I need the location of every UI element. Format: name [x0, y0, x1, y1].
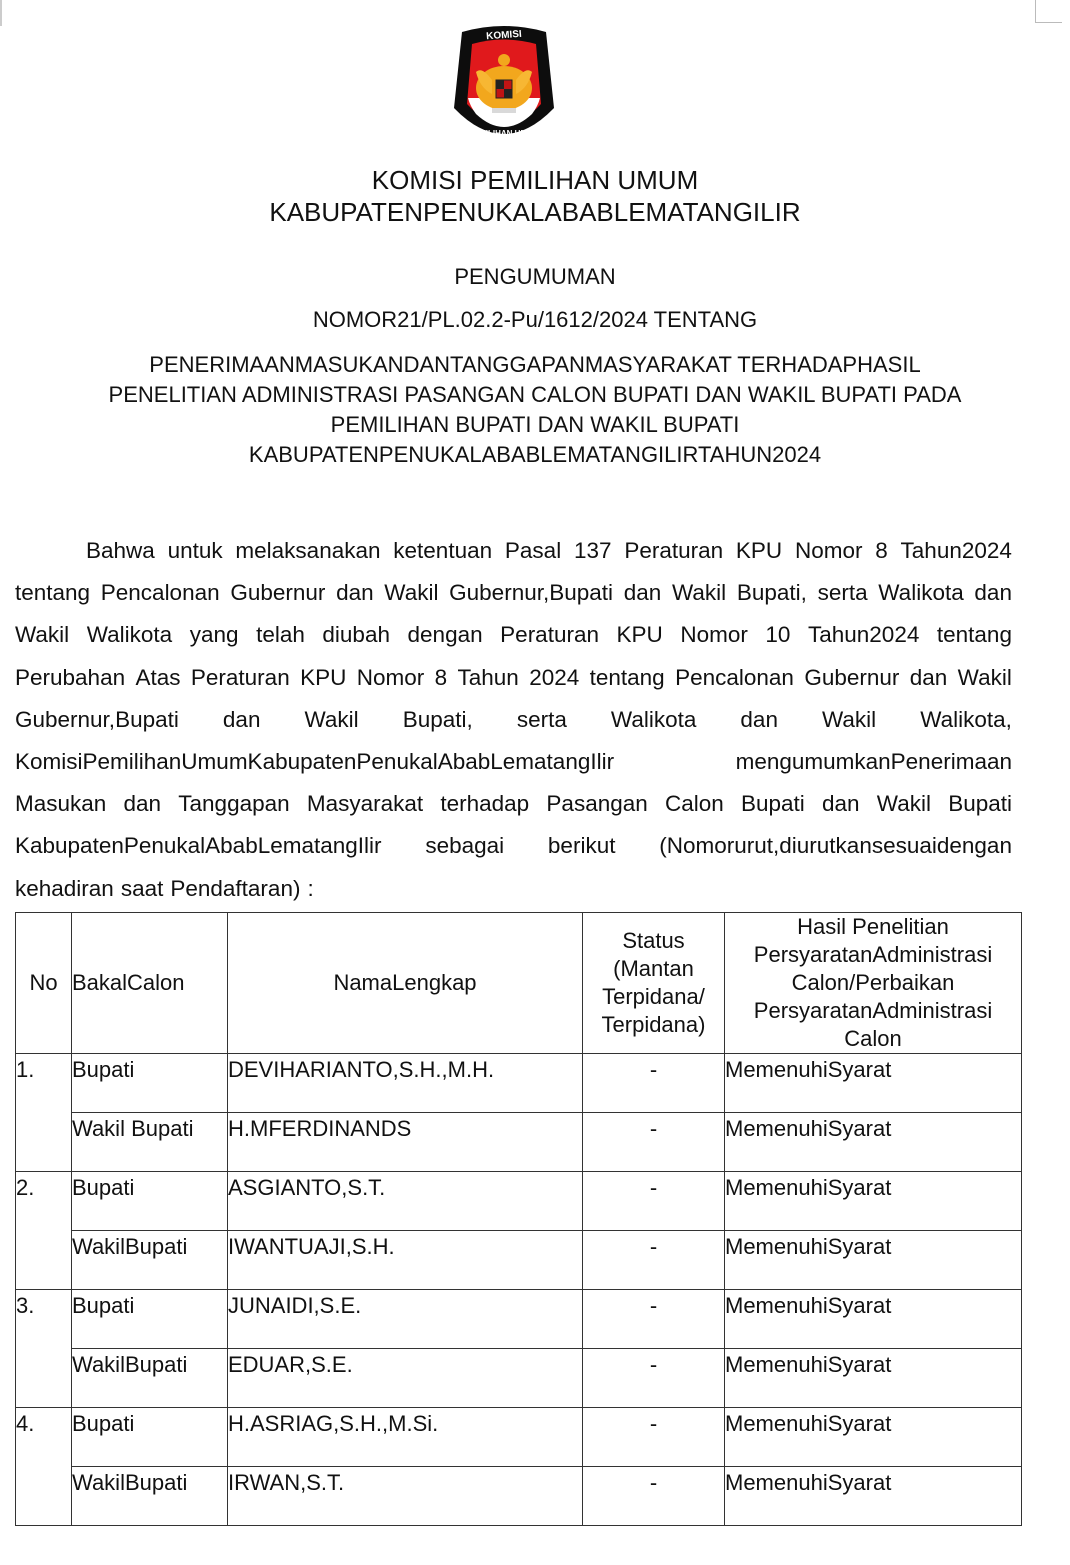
- cell-name: IRWAN,S.T.: [228, 1467, 583, 1526]
- announcement-number: NOMOR21/PL.02.2-Pu/1612/2024 TENTANG: [312, 307, 758, 332]
- body-word: tentang: [15, 580, 91, 606]
- announcement-title: [0, 350, 1070, 470]
- body-line: [15, 783, 1012, 825]
- cell-no: 2.: [16, 1172, 72, 1290]
- body-word: Wakil: [822, 706, 877, 732]
- body-word: Atas: [135, 664, 181, 690]
- kpu-emblem-icon: [448, 22, 560, 148]
- body-word: tentang: [589, 664, 665, 690]
- body-word: terhadap: [440, 791, 530, 817]
- table-row: [16, 1467, 1022, 1526]
- body-word: Walikota,: [920, 706, 1012, 732]
- body-word: Bahwa: [86, 538, 155, 563]
- body-word: Wakil: [957, 664, 1012, 690]
- cell-status: -: [583, 1172, 725, 1231]
- header-role: BakalCalon: [72, 913, 228, 1054]
- announcement-title-line: PENERIMAANMASUKANDANTANGGAPANMASYARAKAT TERHADAPHASIL: [149, 352, 921, 377]
- table-row: [16, 1113, 1022, 1172]
- cell-name: IWANTUAJI,S.H.: [228, 1231, 583, 1290]
- header-status-line: Status: [622, 928, 685, 953]
- body-word: 10: [765, 622, 791, 648]
- body-word: Tahun: [457, 664, 519, 690]
- table-row: [16, 1408, 1022, 1467]
- body-word: Peraturan: [500, 622, 599, 648]
- logo-text-bottom: PEMILIHAN UMUM: [468, 129, 540, 138]
- body-word: Wakil: [384, 580, 439, 606]
- body-word: kehadiran: [15, 875, 114, 901]
- header-name: NamaLengkap: [228, 913, 583, 1054]
- body-word: diubah: [322, 622, 390, 648]
- body-word: Wakil: [876, 791, 931, 817]
- body-line: [15, 572, 1012, 614]
- org-name-line2: KABUPATENPENUKALABABLEMATANGILIR: [269, 197, 801, 227]
- header-result-line: Calon/Perbaikan: [791, 970, 955, 995]
- body-word: Walikota: [878, 580, 964, 606]
- cell-name: H.MFERDINANDS: [228, 1113, 583, 1172]
- table-row: [16, 1349, 1022, 1408]
- body-word: serta: [817, 580, 868, 606]
- body-word: Bupati: [948, 791, 1012, 817]
- body-line: [15, 868, 1012, 910]
- body-word: Wakil: [304, 706, 359, 732]
- announcement-title-line: PENELITIAN ADMINISTRASI PASANGAN CALON BUPATI DAN WAKIL BUPATI PADA: [108, 382, 962, 407]
- cell-status: -: [583, 1113, 725, 1172]
- header-result-line: PersyaratanAdministrasi: [753, 942, 993, 967]
- body-word: Pencalonan: [100, 580, 220, 606]
- body-word: KPU: [300, 664, 347, 690]
- body-word: Nomor: [356, 664, 425, 690]
- body-word: Peraturan: [624, 538, 724, 563]
- body-word: Nomor: [794, 538, 863, 563]
- cell-role: Wakil Bupati: [72, 1113, 228, 1172]
- header-result-line: Calon: [844, 1026, 902, 1051]
- body-word: Bupati,: [736, 580, 807, 606]
- body-word: tentang: [936, 622, 1012, 648]
- cell-role: WakilBupati: [72, 1467, 228, 1526]
- body-word: Pencalonan: [675, 664, 794, 690]
- cell-result: MemenuhiSyarat: [725, 1408, 1022, 1467]
- body-word: (Nomorurut,diurutkansesuaidengan: [659, 833, 1012, 859]
- body-word: serta: [516, 706, 567, 732]
- cell-no: 1.: [16, 1054, 72, 1172]
- body-word: sebagai: [425, 833, 505, 859]
- table-row: [16, 1231, 1022, 1290]
- cell-name: JUNAIDI,S.E.: [228, 1290, 583, 1349]
- body-word: dan: [336, 580, 374, 606]
- body-word: Nomor: [680, 622, 748, 648]
- cell-role: Bupati: [72, 1054, 228, 1113]
- body-word: Walikota: [86, 622, 173, 648]
- body-word: Perubahan: [15, 664, 126, 690]
- logo-text-top: KOMISI: [485, 28, 523, 43]
- body-word: ketentuan: [393, 538, 493, 563]
- org-name-line1: KOMISI PEMILIHAN UMUM: [371, 165, 699, 195]
- body-word: melaksanakan: [235, 538, 381, 563]
- body-word: berikut: [547, 833, 616, 859]
- cell-status: -: [583, 1231, 725, 1290]
- body-word: Bupati: [741, 791, 805, 817]
- cell-result: MemenuhiSyarat: [725, 1290, 1022, 1349]
- body-word: KomisiPemilihanUmumKabupatenPenukalAbabLematangIlir: [15, 748, 615, 774]
- body-word: 8: [434, 664, 448, 690]
- body-line: [15, 825, 1012, 867]
- body-word: Masukan: [15, 791, 107, 817]
- cell-name: ASGIANTO,S.T.: [228, 1172, 583, 1231]
- table-header-row: [16, 913, 1022, 1054]
- body-word: Wakil: [671, 580, 727, 606]
- header-status: [583, 913, 725, 1054]
- body-word: KabupatenPenukalAbabLematangIlir: [15, 833, 382, 859]
- body-word: Wakil: [15, 622, 70, 648]
- table-row: [16, 1290, 1022, 1349]
- body-word: dan: [974, 580, 1012, 606]
- cell-role: Bupati: [72, 1408, 228, 1467]
- body-word: dan: [623, 580, 662, 606]
- cell-role: Bupati: [72, 1172, 228, 1231]
- header-status-line: (Mantan: [613, 956, 694, 981]
- cell-result: MemenuhiSyarat: [725, 1172, 1022, 1231]
- table-row: [16, 1054, 1022, 1113]
- header-result-line: PersyaratanAdministrasi: [753, 998, 993, 1023]
- body-word: Gubernur,Bupati: [449, 580, 614, 606]
- body-word: Masyarakat: [306, 791, 424, 817]
- header-status-line: Terpidana/: [602, 984, 705, 1009]
- cell-role: WakilBupati: [72, 1231, 228, 1290]
- cell-no: 4.: [16, 1408, 72, 1526]
- kpu-logo: [448, 22, 560, 148]
- body-word: 2024: [529, 664, 580, 690]
- body-word: mengumumkanPenerimaan: [735, 748, 1012, 774]
- cell-status: -: [583, 1349, 725, 1408]
- body-word: KPU: [616, 622, 663, 648]
- body-word: dan: [740, 706, 778, 732]
- cell-role: WakilBupati: [72, 1349, 228, 1408]
- cell-result: MemenuhiSyarat: [725, 1054, 1022, 1113]
- cell-result: MemenuhiSyarat: [725, 1113, 1022, 1172]
- body-word: saat: [120, 875, 164, 901]
- body-word: Peraturan: [190, 664, 290, 690]
- cell-status: -: [583, 1467, 725, 1526]
- body-line: [15, 657, 1012, 699]
- body-line: [15, 530, 1012, 572]
- header-no: No: [16, 913, 72, 1054]
- announcement-title-line: PEMILIHAN BUPATI DAN WAKIL BUPATI: [330, 412, 740, 437]
- header-result: [725, 913, 1022, 1054]
- cell-no: 3.: [16, 1290, 72, 1408]
- body-word: Walikota: [610, 706, 697, 732]
- body-word: Bupati,: [402, 706, 473, 732]
- body-word: yang: [189, 622, 239, 648]
- page-corner-mark: [1035, 0, 1062, 23]
- body-word: 8: [875, 538, 888, 563]
- body-word: Gubernur: [804, 664, 900, 690]
- body-word: Pendaftaran): [170, 875, 301, 901]
- body-word: dan: [123, 791, 162, 817]
- cell-result: MemenuhiSyarat: [725, 1231, 1022, 1290]
- table-row: [16, 1172, 1022, 1231]
- body-word: Tanggapan: [178, 791, 290, 817]
- page-edge-mark-left: [0, 0, 2, 26]
- candidate-table: [15, 912, 1022, 1526]
- body-word: Pasal: [504, 538, 562, 563]
- body-word: untuk: [167, 538, 223, 563]
- announcement-title-line: KABUPATENPENUKALABABLEMATANGILIRTAHUN2024: [248, 442, 822, 467]
- body-line: [15, 741, 1012, 783]
- body-word: Tahun2024: [900, 538, 1012, 563]
- cell-result: MemenuhiSyarat: [725, 1467, 1022, 1526]
- header-status-line: Terpidana): [601, 1012, 706, 1037]
- body-line: [15, 699, 1012, 741]
- body-word: Gubernur: [230, 580, 326, 606]
- cell-status: -: [583, 1054, 725, 1113]
- body-word: Pasangan: [546, 791, 648, 817]
- cell-result: MemenuhiSyarat: [725, 1349, 1022, 1408]
- body-word: telah: [256, 622, 305, 648]
- body-word: dan: [222, 706, 261, 732]
- body-word: dan: [822, 791, 860, 817]
- body-word: 137: [573, 538, 612, 563]
- cell-name: EDUAR,S.E.: [228, 1349, 583, 1408]
- body-word: Calon: [664, 791, 724, 817]
- cell-name: H.ASRIAG,S.H.,M.Si.: [228, 1408, 583, 1467]
- header-result-line: Hasil Penelitian: [797, 914, 949, 939]
- cell-status: -: [583, 1408, 725, 1467]
- cell-status: -: [583, 1290, 725, 1349]
- body-paragraph: [15, 530, 1012, 910]
- body-word: KPU: [735, 538, 783, 563]
- body-word: dan: [909, 664, 948, 690]
- cell-name: DEVIHARIANTO,S.H.,M.H.: [228, 1054, 583, 1113]
- body-word: Gubernur,Bupati: [15, 706, 179, 732]
- body-line: [15, 614, 1012, 656]
- announcement-label: PENGUMUMAN: [454, 264, 616, 289]
- body-word: Tahun2024: [807, 622, 920, 648]
- body-word: dengan: [407, 622, 483, 648]
- cell-role: Bupati: [72, 1290, 228, 1349]
- body-word: :: [307, 875, 314, 901]
